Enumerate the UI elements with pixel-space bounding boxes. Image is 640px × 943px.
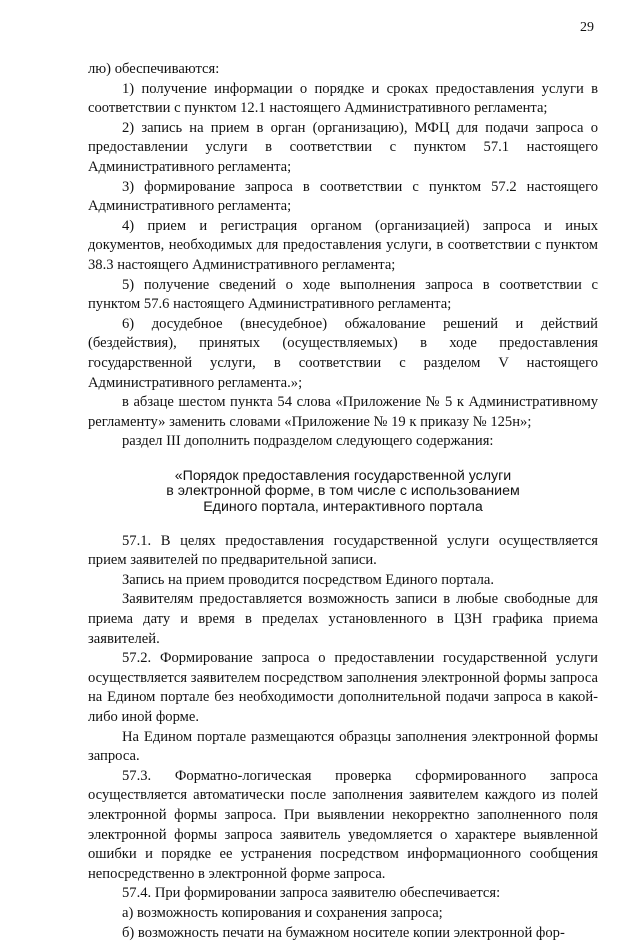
- paragraph: 57.2. Формирование запроса о предоставлении государственной услуги осуществляется заявителем посредством заполнения электронной формы запроса на Едином портале без необходимости дополнительной подачи запроса в какой-либо иной форме.: [88, 650, 598, 725]
- subsection-heading: [88, 469, 598, 516]
- heading-line: Единого портала, интерактивного портала: [203, 499, 483, 516]
- paragraph: Заявителям предоставляется возможность записи в любые свободные для приема дату и время в пределах установленного в ЦЗН графика приема заявителей.: [88, 591, 598, 647]
- paragraph: 2) запись на прием в орган (организацию), МФЦ для подачи запроса о предоставлении услуги в соответствии с пунктом 57.1 настоящего Административного регламента;: [88, 119, 598, 175]
- paragraph: в абзаце шестом пункта 54 слова «Приложение № 5 к Административному регламенту» заменить словами «Приложение № 19 к приказу № 125н»;: [88, 394, 598, 430]
- heading-line: в электронной форме, в том числе с использованием: [166, 483, 520, 500]
- paragraph: 3) формирование запроса в соответствии с пунктом 57.2 настоящего Административного регламента;: [88, 178, 598, 215]
- paragraphs-top: [88, 60, 598, 452]
- paragraph: 57.3. Форматно-логическая проверка сформированного запроса осуществляется автоматически после заполнения заявителем каждого из полей электронной формы запроса. При выявлении некорректно заполненного поля электронной формы запроса заявитель уведомляется о характере выявленной ошибки и порядке ее устранения посредством информационного сообщения непосредственно в электронной форме запроса.: [88, 767, 598, 882]
- paragraph: 57.4. При формировании запроса заявителю обеспечивается:: [122, 885, 501, 902]
- page-number: 29: [580, 20, 594, 35]
- paragraph: а) возможность копирования и сохранения запроса;: [122, 904, 443, 921]
- paragraph: б) возможность печати на бумажном носителе копии электронной фор-: [122, 924, 565, 941]
- document-body: [88, 60, 598, 943]
- paragraph: лю) обеспечиваются:: [88, 61, 220, 77]
- paragraph: 4) прием и регистрация органом (организацией) запроса и иных документов, необходимых для предоставления услуги, в соответствии с пунктом 38.3 настоящего Административного регламента;: [88, 217, 598, 273]
- paragraph: раздел III дополнить подразделом следующего содержания:: [122, 433, 494, 450]
- paragraph: 5) получение сведений о ходе выполнения запроса в соответствии с пунктом 57.6 настоящего Административного регламента;: [88, 276, 598, 313]
- paragraphs-bottom: [88, 532, 598, 943]
- paragraph: 1) получение информации о порядке и сроках предоставления услуги в соответствии с пунктом 12.1 настоящего Административного регламента;: [88, 80, 598, 117]
- paragraph: Запись на прием проводится посредством Единого портала.: [122, 571, 495, 588]
- paragraph: На Едином портале размещаются образцы заполнения электронной формы запроса.: [88, 728, 598, 765]
- paragraph: 6) досудебное (внесудебное) обжалование решений и действий (бездействия), принятых (осуществляемых) в ходе предоставления государственной услуги, в соответствии с разделом V настоящего Административного регламента.»;: [88, 315, 598, 391]
- paragraph: 57.1. В целях предоставления государственной услуги осуществляется прием заявителей по предварительной записи.: [88, 532, 598, 569]
- heading-line: «Порядок предоставления государственной услуги: [174, 467, 512, 484]
